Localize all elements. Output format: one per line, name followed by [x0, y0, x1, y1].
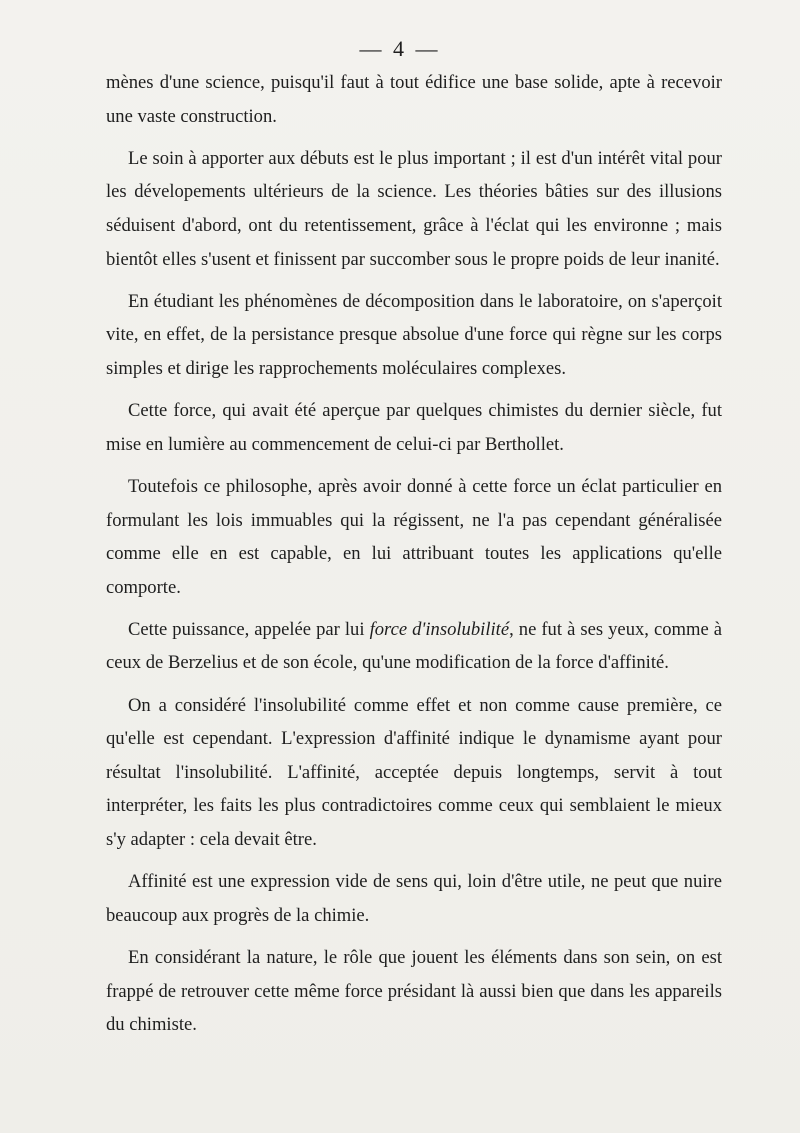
page-number: — 4 —: [359, 36, 441, 61]
paragraph-6-after: , ne fut à ses yeux, comme à ceux de Berzelius et de son école, qu'une modification de la force d'affinité.: [106, 618, 723, 674]
paragraph-8: Affinité est une expression vide de sens qui, loin d'être utile, ne peut que nuire beaucoup aux progrès de la chimie.: [106, 871, 722, 926]
paragraph-7: On a considéré l'insolubilité comme effet et non comme cause première, ce qu'elle est cependant. L'expression d'affinité indique le dynamisme ayant pour résultat l'insolubilité. L'affinité, acceptée depuis longtemps, servit à tout interpréter, les faits les plus contradictoires comme ceux qui semblaient le mieux s'y adapter : cela devait être.: [106, 694, 722, 851]
paragraph-1: mènes d'une science, puisqu'il faut à tout édifice une base solide, apte à recevoir une vaste construction.: [106, 72, 722, 127]
paragraph-9: En considérant la nature, le rôle que jouent les éléments dans son sein, on est frappé de retrouver cette même force présidant là aussi bien que dans les appareils du chimiste.: [106, 947, 722, 1036]
paragraph-5: Toutefois ce philosophe, après avoir donné à cette force un éclat particulier en formulant les lois immuables qui la régissent, ne l'a pas cependant généralisée comme elle en est capable, en lui attribuant toutes les applications qu'elle comporte.: [106, 475, 722, 598]
body-text: [106, 66, 722, 1050]
paragraph-2: Le soin à apporter aux débuts est le plus important ; il est d'un intérêt vital pour les dévelopements ultérieurs de la science. Les théories bâties sur des illusions séduisent d'abord, ont du retentissement, grâce à l'éclat qui les environne ; mais bientôt elles s'usent et finissent par succomber sous le propre poids de leur inanité.: [106, 147, 722, 270]
italic-term: force d'insolubilité: [369, 618, 510, 640]
paragraph-3: En étudiant les phénomènes de décomposition dans le laboratoire, on s'aperçoit vite, en effet, de la persistance presque absolue d'une force qui règne sur les corps simples et dirige les rapprochements moléculaires complexes.: [106, 290, 722, 379]
paragraph-6-before: Cette puissance, appelée par lui: [128, 618, 370, 640]
paragraph-4: Cette force, qui avait été aperçue par quelques chimistes du dernier siècle, fut mise en lumière au commencement de celui-ci par Berthollet.: [106, 400, 722, 455]
paragraph-6: [106, 613, 722, 680]
